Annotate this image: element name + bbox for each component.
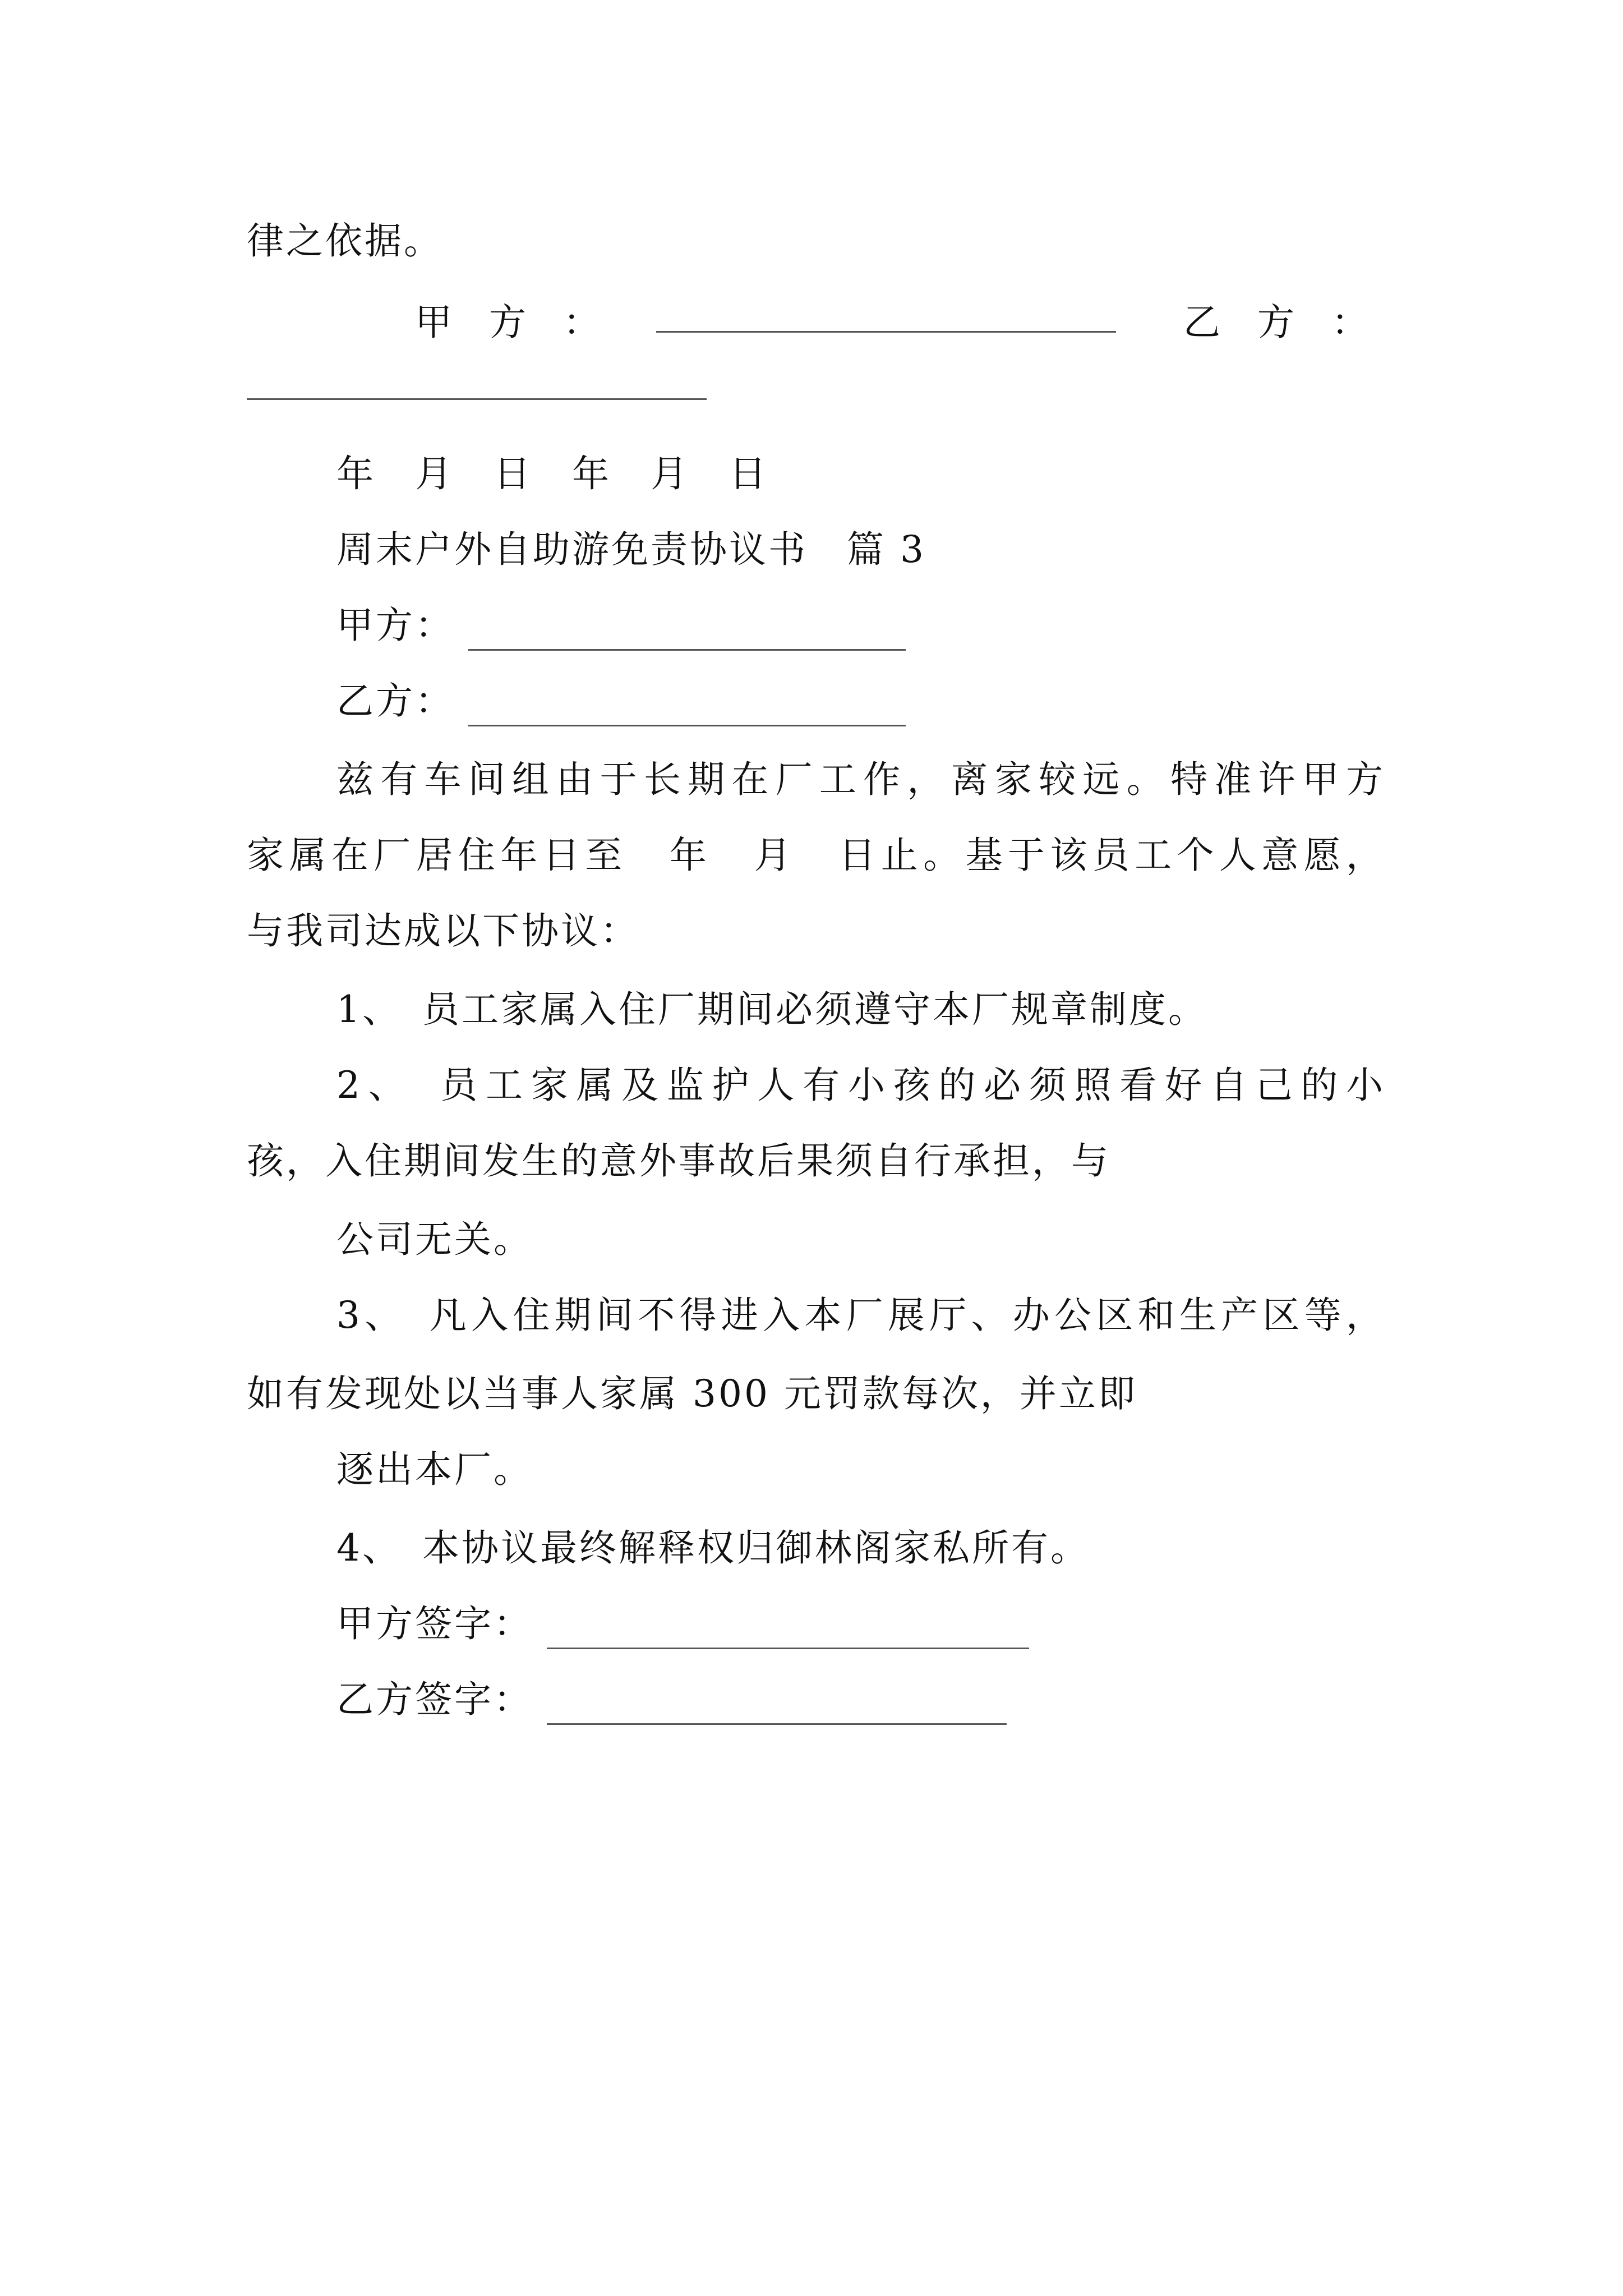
list-item: 4、 本协议最终解释权归御林阁家私所有。 <box>336 1526 1090 1570</box>
date-line: 年 月 日 年 月 日 <box>336 452 768 495</box>
list-item: 1、 员工家属入住厂期间必须遵守本厂规章制度。 <box>336 988 1207 1031</box>
sign-a-blank <box>547 1614 1029 1649</box>
party-a-fill-blank <box>468 615 906 651</box>
sign-a-label: 甲方签字： <box>336 1602 533 1645</box>
party-b-text: 乙方： <box>336 679 454 723</box>
list-item-continuation: 公司无关。 <box>336 1218 533 1261</box>
sign-b-line <box>336 1674 1475 1725</box>
sign-b-label: 乙方签字： <box>336 1678 533 1721</box>
party-b-fill-blank <box>468 691 906 726</box>
list-item: 2、 员工家属及监护人有小孩的必须照看好自己的小 <box>336 1064 1385 1107</box>
sign-b-blank <box>547 1690 1007 1725</box>
list-item: 3、 凡入住期间不得进入本厂展厅、办公区和生产区等， <box>336 1294 1385 1337</box>
party-b-line <box>336 676 1475 726</box>
party-a-label: 甲 方 ： <box>415 301 600 344</box>
text-line: 律之依据。 <box>247 219 443 263</box>
paragraph-line: 兹有车间组由于长期在厂工作，离家较远。特准许甲方 <box>336 758 1385 801</box>
list-item-continuation: 如有发现处以当事人家属 300 元罚款每次，并立即 <box>247 1372 1137 1415</box>
paragraph-line: 家属在厂居住年日至 年 月 日止。基于该员工个人意愿， <box>247 834 1385 877</box>
paragraph-line: 与我司达成以下协议： <box>247 909 639 953</box>
sign-a-line <box>336 1599 1475 1649</box>
party-a-blank <box>656 297 1116 333</box>
list-item-continuation: 逐出本厂。 <box>336 1448 533 1491</box>
party-b-label: 乙 方 ： <box>1183 301 1368 344</box>
list-item-continuation: 孩，入住期间发生的意外事故后果须自行承担，与 <box>247 1139 1110 1182</box>
section-title: 周末户外自助游免责协议书 篇 3 <box>336 528 926 571</box>
party-a-text: 甲方： <box>336 604 454 647</box>
party-b-blank <box>247 365 707 400</box>
party-a-line <box>336 600 1475 651</box>
